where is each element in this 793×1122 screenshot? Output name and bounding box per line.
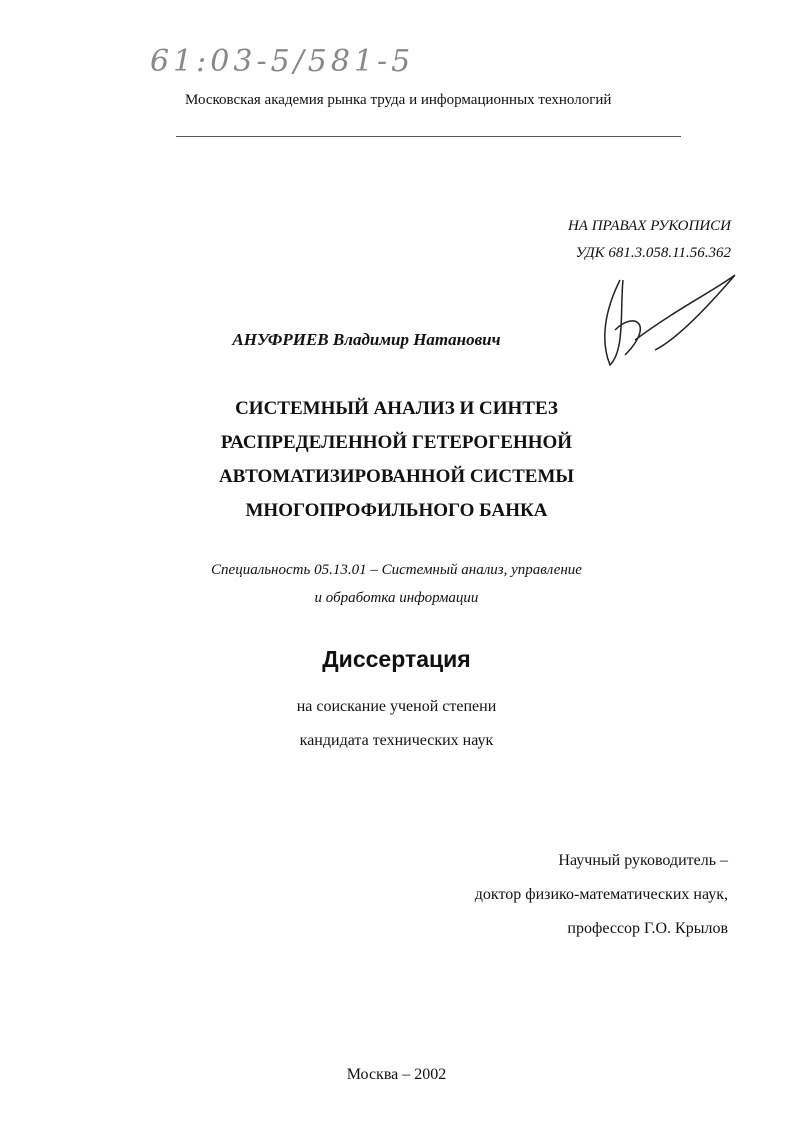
degree	[0, 690, 793, 758]
udc: УДК 681.3.058.11.56.362	[575, 245, 731, 261]
signature	[595, 270, 745, 370]
institution: Московская академия рынка труда и информационных технологий	[185, 92, 612, 108]
supervisor-line: доктор физико-математических наук,	[474, 886, 728, 903]
specialty-line: Специальность 05.13.01 – Системный анализ, управление	[211, 562, 582, 578]
specialty	[0, 556, 793, 612]
dissertation-title	[0, 392, 793, 528]
title-line: СИСТЕМНЫЙ АНАЛИЗ И СИНТЕЗ	[235, 398, 558, 419]
specialty-line: и обработка информации	[314, 590, 479, 606]
supervisor-line: профессор Г.О. Крылов	[567, 920, 728, 937]
degree-line: кандидата технических наук	[299, 732, 494, 749]
degree-line: на соискание ученой степени	[296, 698, 497, 715]
handwritten-archive-code: 61:03-5/581-5	[150, 44, 415, 79]
document-type: Диссертация	[322, 646, 471, 672]
supervisor	[475, 844, 728, 946]
place-year: Москва – 2002	[346, 1066, 447, 1083]
manuscript-note: НА ПРАВАХ РУКОПИСИ	[567, 218, 731, 234]
author-name: АНУФРИЕВ Владимир Натанович	[232, 330, 501, 349]
divider	[176, 136, 681, 137]
supervisor-line: Научный руководитель –	[558, 852, 728, 869]
title-line: РАСПРЕДЕЛЕННОЙ ГЕТЕРОГЕННОЙ	[220, 432, 573, 453]
title-line: АВТОМАТИЗИРОВАННОЙ СИСТЕМЫ	[218, 466, 575, 487]
title-line: МНОГОПРОФИЛЬНОГО БАНКА	[245, 500, 548, 521]
